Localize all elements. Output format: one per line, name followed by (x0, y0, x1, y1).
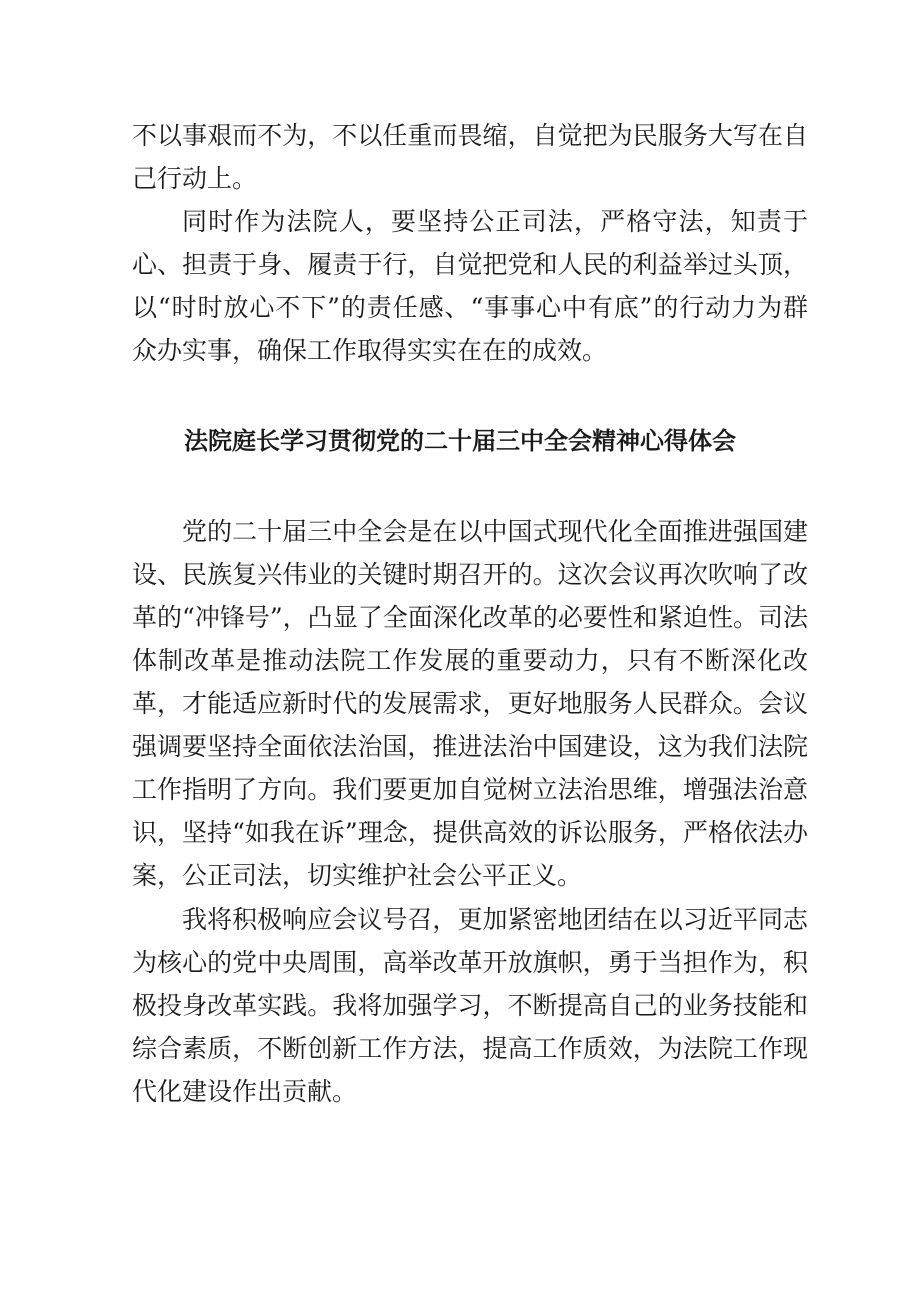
duty-paragraph: 同时作为法院人，要坚持公正司法，严格守法，知责于心、担责于身、履责于行，自觉把党和人民的利益举过头顶，以“时时放心不下”的责任感、“事事心中有底”的行动力为群众办实事，确保工作取得实实在在的成效。 (132, 207, 808, 365)
continuation-paragraph: 不以事艰而不为，不以任重而畏缩，自觉把为民服务大写在自己行动上。 (132, 121, 808, 193)
plenum-paragraph: 党的二十届三中全会是在以中国式现代化全面推进强国建设、民族复兴伟业的关键时期召开的。这次会议再次吹响了改革的“冲锋号”，凸显了全面深化改革的必要性和紧迫性。司法体制改革是推动法院工作发展的重要动力，只有不断深化改革，才能适应新时代的发展需求，更好地服务人民群众。会议强调要坚持全面依法治国，推进法治中国建设，这为我们法院工作指明了方向。我们要更加自觉树立法治思维，增强法治意识，坚持“如我在诉”理念，提供高效的诉讼服务，严格依法办案，公正司法，切实维护社会公平正义。 (132, 517, 808, 890)
section-title: 法院庭长学习贯彻党的二十届三中全会精神心得体会 (184, 427, 736, 455)
commitment-paragraph: 我将积极响应会议号召，更加紧密地团结在以习近平同志为核心的党中央周围，高举改革开放旗帜，勇于当担作为，积极投身改革实践。我将加强学习，不断提高自己的业务技能和综合素质，不断创新工作方法，提高工作质效，为法院工作现代化建设作出贡献。 (132, 905, 808, 1106)
